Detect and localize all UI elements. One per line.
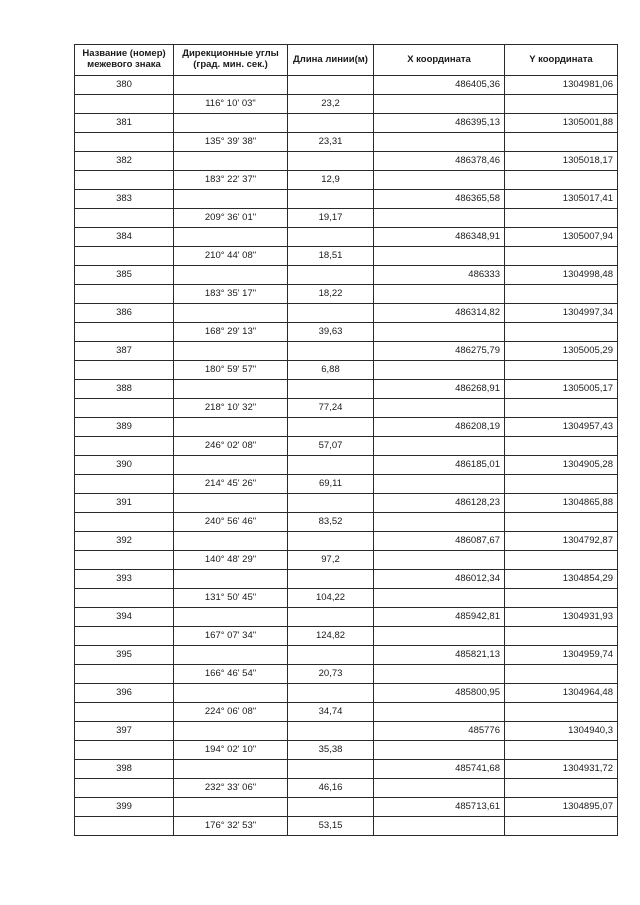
table-row-segment [75,95,618,114]
y-coordinate-cell: 1305005,17 [505,380,618,399]
line-length-cell: 35,38 [288,741,374,760]
x-coordinate-cell [374,171,505,190]
line-length-cell: 57,07 [288,437,374,456]
y-coordinate-cell [505,475,618,494]
point-name-cell: 399 [75,798,174,817]
y-coordinate-cell: 1304792,87 [505,532,618,551]
table-row-segment [75,437,618,456]
directional-angle-cell: 183° 35' 17" [174,285,288,304]
point-name-cell [75,551,174,570]
y-coordinate-cell: 1305007,94 [505,228,618,247]
line-length-cell: 18,51 [288,247,374,266]
y-coordinate-cell: 1304964,48 [505,684,618,703]
line-length-cell [288,152,374,171]
x-coordinate-cell [374,627,505,646]
point-name-cell [75,741,174,760]
table-row-point [75,798,618,817]
x-coordinate-cell: 486128,23 [374,494,505,513]
line-length-cell [288,722,374,741]
y-coordinate-cell: 1304981,06 [505,76,618,95]
directional-angle-cell: 218° 10' 32" [174,399,288,418]
table-row-point [75,76,618,95]
directional-angle-cell: 240° 56' 46" [174,513,288,532]
line-length-cell: 53,15 [288,817,374,836]
header-y-coordinate: Y координата [505,45,618,76]
point-name-cell: 393 [75,570,174,589]
x-coordinate-cell [374,741,505,760]
table-row-segment [75,285,618,304]
x-coordinate-cell: 486208,19 [374,418,505,437]
directional-angle-cell: 166° 46' 54" [174,665,288,684]
point-name-cell [75,703,174,722]
table-row-segment [75,171,618,190]
point-name-cell [75,437,174,456]
line-length-cell [288,114,374,133]
directional-angle-cell: 194° 02' 10" [174,741,288,760]
table-row-point [75,266,618,285]
table-row-point [75,760,618,779]
point-name-cell [75,361,174,380]
x-coordinate-cell: 485800,95 [374,684,505,703]
x-coordinate-cell: 485821,13 [374,646,505,665]
directional-angle-cell [174,76,288,95]
directional-angle-cell [174,266,288,285]
y-coordinate-cell: 1304854,29 [505,570,618,589]
x-coordinate-cell [374,817,505,836]
x-coordinate-cell: 486268,91 [374,380,505,399]
table-row-segment [75,627,618,646]
point-name-cell [75,95,174,114]
y-coordinate-cell [505,551,618,570]
y-coordinate-cell [505,513,618,532]
table-row-segment [75,665,618,684]
point-name-cell: 382 [75,152,174,171]
point-name-cell: 389 [75,418,174,437]
directional-angle-cell [174,228,288,247]
line-length-cell: 97,2 [288,551,374,570]
line-length-cell: 69,11 [288,475,374,494]
table-row-point [75,304,618,323]
line-length-cell [288,380,374,399]
table-row-segment [75,551,618,570]
table-row-point [75,190,618,209]
y-coordinate-cell [505,437,618,456]
table-row-point [75,494,618,513]
x-coordinate-cell: 486333 [374,266,505,285]
line-length-cell [288,532,374,551]
x-coordinate-cell [374,323,505,342]
directional-angle-cell: 135° 39' 38" [174,133,288,152]
directional-angle-cell [174,532,288,551]
y-coordinate-cell: 1304905,28 [505,456,618,475]
directional-angle-cell: 183° 22' 37" [174,171,288,190]
x-coordinate-cell [374,779,505,798]
y-coordinate-cell: 1305017,41 [505,190,618,209]
x-coordinate-cell [374,247,505,266]
table-row-segment [75,133,618,152]
point-name-cell [75,323,174,342]
table-row-point [75,456,618,475]
line-length-cell: 19,17 [288,209,374,228]
x-coordinate-cell [374,703,505,722]
line-length-cell: 46,16 [288,779,374,798]
directional-angle-cell: 209° 36' 01" [174,209,288,228]
directional-angle-cell [174,418,288,437]
x-coordinate-cell: 486405,36 [374,76,505,95]
x-coordinate-cell: 486275,79 [374,342,505,361]
table-row-segment [75,323,618,342]
line-length-cell [288,684,374,703]
y-coordinate-cell: 1305018,17 [505,152,618,171]
y-coordinate-cell [505,399,618,418]
table-row-point [75,684,618,703]
directional-angle-cell: 246° 02' 08" [174,437,288,456]
line-length-cell [288,456,374,475]
point-name-cell [75,589,174,608]
header-directional-angles: Дирекционные углы (град. мин. сек.) [174,45,288,76]
y-coordinate-cell [505,779,618,798]
line-length-cell [288,418,374,437]
y-coordinate-cell [505,741,618,760]
directional-angle-cell [174,684,288,703]
x-coordinate-cell [374,399,505,418]
directional-angle-cell [174,798,288,817]
line-length-cell: 12,9 [288,171,374,190]
y-coordinate-cell [505,133,618,152]
directional-angle-cell [174,342,288,361]
y-coordinate-cell [505,209,618,228]
point-name-cell [75,171,174,190]
table-row-segment [75,589,618,608]
x-coordinate-cell: 486348,91 [374,228,505,247]
table-row-point [75,418,618,437]
y-coordinate-cell [505,95,618,114]
table-row-segment [75,779,618,798]
line-length-cell [288,798,374,817]
directional-angle-cell [174,152,288,171]
table-row-segment [75,361,618,380]
directional-angle-cell: 210° 44' 08" [174,247,288,266]
line-length-cell [288,342,374,361]
table-row-segment [75,703,618,722]
line-length-cell [288,266,374,285]
directional-angle-cell [174,380,288,399]
line-length-cell: 104,22 [288,589,374,608]
table-row-point [75,722,618,741]
table-row-point [75,380,618,399]
table-row-point [75,114,618,133]
line-length-cell: 6,88 [288,361,374,380]
y-coordinate-cell [505,665,618,684]
line-length-cell: 39,63 [288,323,374,342]
directional-angle-cell [174,760,288,779]
table-row-segment [75,247,618,266]
point-name-cell: 385 [75,266,174,285]
y-coordinate-cell: 1304998,48 [505,266,618,285]
table-body [75,76,618,836]
y-coordinate-cell [505,285,618,304]
y-coordinate-cell: 1304895,07 [505,798,618,817]
line-length-cell [288,570,374,589]
point-name-cell: 387 [75,342,174,361]
y-coordinate-cell: 1304940,3 [505,722,618,741]
directional-angle-cell [174,494,288,513]
point-name-cell [75,779,174,798]
y-coordinate-cell [505,627,618,646]
point-name-cell: 380 [75,76,174,95]
line-length-cell [288,190,374,209]
header-row [75,45,618,76]
directional-angle-cell [174,190,288,209]
point-name-cell [75,133,174,152]
line-length-cell [288,608,374,627]
x-coordinate-cell [374,665,505,684]
point-name-cell: 384 [75,228,174,247]
y-coordinate-cell: 1304959,74 [505,646,618,665]
x-coordinate-cell: 486395,13 [374,114,505,133]
directional-angle-cell [174,608,288,627]
y-coordinate-cell: 1305005,29 [505,342,618,361]
line-length-cell [288,304,374,323]
x-coordinate-cell [374,589,505,608]
directional-angle-cell: 224° 06' 08" [174,703,288,722]
directional-angle-cell [174,114,288,133]
point-name-cell: 390 [75,456,174,475]
table-row-segment [75,513,618,532]
line-length-cell [288,228,374,247]
table-row-point [75,570,618,589]
x-coordinate-cell [374,95,505,114]
x-coordinate-cell: 486378,46 [374,152,505,171]
x-coordinate-cell: 486185,01 [374,456,505,475]
x-coordinate-cell: 486012,34 [374,570,505,589]
directional-angle-cell: 180° 59' 57" [174,361,288,380]
x-coordinate-cell [374,133,505,152]
table-header [75,45,618,76]
x-coordinate-cell: 486314,82 [374,304,505,323]
table-row-segment [75,817,618,836]
x-coordinate-cell [374,437,505,456]
x-coordinate-cell: 486087,67 [374,532,505,551]
line-length-cell: 83,52 [288,513,374,532]
y-coordinate-cell [505,589,618,608]
x-coordinate-cell [374,361,505,380]
point-name-cell [75,513,174,532]
line-length-cell: 23,2 [288,95,374,114]
y-coordinate-cell: 1305001,88 [505,114,618,133]
point-name-cell [75,817,174,836]
table-row-point [75,342,618,361]
point-name-cell: 395 [75,646,174,665]
point-name-cell: 388 [75,380,174,399]
point-name-cell: 394 [75,608,174,627]
y-coordinate-cell [505,703,618,722]
table-row-point [75,152,618,171]
x-coordinate-cell: 485741,68 [374,760,505,779]
x-coordinate-cell [374,209,505,228]
point-name-cell [75,209,174,228]
x-coordinate-cell: 485713,61 [374,798,505,817]
y-coordinate-cell [505,323,618,342]
point-name-cell: 383 [75,190,174,209]
line-length-cell: 20,73 [288,665,374,684]
y-coordinate-cell [505,361,618,380]
header-line-length: Длина линии(м) [288,45,374,76]
point-name-cell: 397 [75,722,174,741]
point-name-cell: 396 [75,684,174,703]
x-coordinate-cell: 486365,58 [374,190,505,209]
table-row-point [75,646,618,665]
directional-angle-cell: 214° 45' 26" [174,475,288,494]
directional-angle-cell: 167° 07' 34" [174,627,288,646]
table-row-segment [75,209,618,228]
line-length-cell: 34,74 [288,703,374,722]
line-length-cell: 124,82 [288,627,374,646]
x-coordinate-cell [374,513,505,532]
line-length-cell [288,494,374,513]
directional-angle-cell: 168° 29' 13" [174,323,288,342]
table-row-point [75,228,618,247]
point-name-cell [75,475,174,494]
line-length-cell: 18,22 [288,285,374,304]
point-name-cell [75,665,174,684]
directional-angle-cell [174,456,288,475]
table-row-segment [75,475,618,494]
directional-angle-cell: 176° 32' 53" [174,817,288,836]
line-length-cell: 23,31 [288,133,374,152]
table-row-point [75,608,618,627]
line-length-cell: 77,24 [288,399,374,418]
x-coordinate-cell [374,475,505,494]
point-name-cell: 386 [75,304,174,323]
x-coordinate-cell: 485776 [374,722,505,741]
directional-angle-cell [174,646,288,665]
y-coordinate-cell: 1304931,93 [505,608,618,627]
line-length-cell [288,76,374,95]
table-row-point [75,532,618,551]
table-row-segment [75,741,618,760]
directional-angle-cell [174,304,288,323]
line-length-cell [288,646,374,665]
y-coordinate-cell [505,247,618,266]
point-name-cell: 392 [75,532,174,551]
x-coordinate-cell: 485942,81 [374,608,505,627]
point-name-cell: 391 [75,494,174,513]
point-name-cell [75,247,174,266]
y-coordinate-cell [505,171,618,190]
x-coordinate-cell [374,285,505,304]
point-name-cell [75,285,174,304]
point-name-cell: 398 [75,760,174,779]
y-coordinate-cell [505,817,618,836]
directional-angle-cell: 232° 33' 06" [174,779,288,798]
directional-angle-cell: 140° 48' 29" [174,551,288,570]
directional-angle-cell [174,570,288,589]
header-x-coordinate: X координата [374,45,505,76]
table-row-segment [75,399,618,418]
header-point-name: Название (номер) межевого знака [75,45,174,76]
boundary-points-table [74,44,618,836]
directional-angle-cell: 131° 50' 45" [174,589,288,608]
y-coordinate-cell: 1304997,34 [505,304,618,323]
y-coordinate-cell: 1304865,88 [505,494,618,513]
y-coordinate-cell: 1304931,72 [505,760,618,779]
directional-angle-cell [174,722,288,741]
point-name-cell: 381 [75,114,174,133]
directional-angle-cell: 116° 10' 03" [174,95,288,114]
line-length-cell [288,760,374,779]
point-name-cell [75,627,174,646]
point-name-cell [75,399,174,418]
y-coordinate-cell: 1304957,43 [505,418,618,437]
x-coordinate-cell [374,551,505,570]
